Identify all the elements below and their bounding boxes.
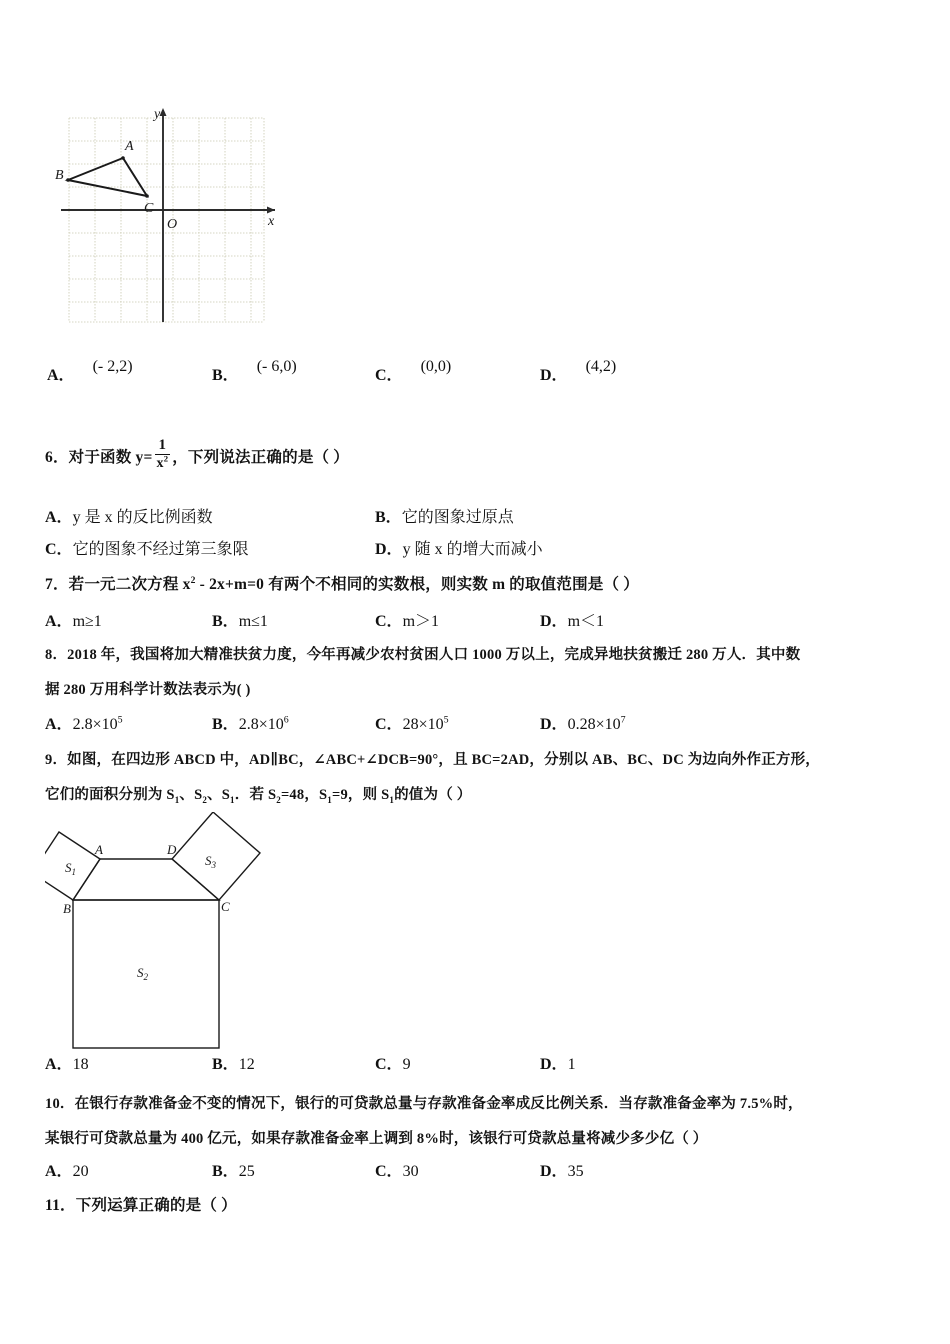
q6-stem-after: ，下列说法正确的是（ ） (172, 449, 349, 467)
q8-stem-line1 (45, 643, 800, 664)
q5-option-a[interactable] (47, 358, 133, 385)
q5-option-d[interactable] (540, 358, 617, 385)
q7-option-d[interactable] (540, 608, 604, 631)
q8-option-c[interactable] (375, 711, 449, 734)
q8-line1: 2018 年，我国将加大精准扶贫力度，今年再减少农村贫困人口 1000 万以上，完成异地扶贫搬迁 280 万人．其中数 (67, 647, 801, 663)
q7-option-b-label: B． (212, 613, 239, 630)
q6-option-b[interactable] (375, 504, 514, 527)
q7-option-c-text: m＞1 (402, 613, 440, 630)
q9-option-b[interactable] (212, 1051, 255, 1074)
q9-option-d-text: 1 (567, 1056, 576, 1073)
q5-option-b-label: B． (212, 367, 239, 384)
q8-option-b-base: 2.8×10 (238, 716, 284, 733)
q7-option-a-label: A． (45, 613, 73, 630)
q6-fraction-denominator (155, 455, 171, 472)
q7-stem-b: - 2x+m=0 有两个不相同的实数根，则实数 m 的取值范围是（ ） (195, 576, 639, 593)
q6-option-a-text: y 是 x 的反比例函数 (72, 509, 213, 526)
q10-option-a-label: A． (45, 1163, 73, 1180)
q9-line2-d: ．若 S (234, 787, 277, 803)
q9-squares-figure (45, 812, 305, 1057)
q10-option-b-text: 25 (238, 1163, 255, 1180)
q9-sub-2: 2 (202, 794, 208, 805)
q10-stem-line2: 某银行可贷款总量为 400 亿元，如果存款准备金率上调到 8%时，该银行可贷款总量将减少多少亿（ ） (45, 1131, 708, 1147)
q9-option-b-text: 12 (238, 1056, 255, 1073)
q9-option-a-text: 18 (72, 1056, 89, 1073)
q5-option-b-text: (- 6,0) (256, 358, 297, 375)
q8-number: 8． (45, 647, 68, 663)
q5-option-d-label: D． (540, 367, 568, 384)
q6-option-b-text: 它的图象过原点 (401, 509, 514, 526)
q9-sub-3: 1 (230, 794, 235, 805)
q7-exponent: 2 (190, 574, 196, 586)
q9-option-a[interactable] (45, 1051, 89, 1074)
q8-option-a-base: 2.8×10 (72, 716, 118, 733)
q6-stem-before: 对于函数 y= (68, 449, 153, 467)
q9-line2-e: =48，S (280, 787, 328, 803)
q9-option-d[interactable] (540, 1051, 576, 1074)
q9-stem-line1 (45, 748, 820, 769)
q6-option-c[interactable] (45, 536, 249, 559)
q9-option-c-label: C． (375, 1056, 403, 1073)
q9-label-s1: $S_1$ (65, 860, 76, 877)
q10-option-a[interactable] (45, 1158, 89, 1181)
q10-option-c-text: 30 (402, 1163, 419, 1180)
q8-option-c-base: 28×10 (402, 716, 444, 733)
q8-option-b[interactable] (212, 711, 289, 734)
q5-label-c: C (144, 201, 154, 216)
q6-fraction-den-base: x (156, 456, 164, 471)
q9-label-d: D (167, 842, 177, 857)
q7-number: 7． (45, 576, 69, 593)
q10-line1: 在银行存款准备金不变的情况下，银行的可贷款总量与存款准备金率成反比例关系．当存款准备金率为 7.5%时， (74, 1096, 803, 1112)
q9-label-c: C (221, 899, 230, 914)
q8-option-a-exponent: 5 (117, 714, 123, 726)
q5-label-b: B (55, 168, 64, 183)
q7-stem-a: 若一元二次方程 x (68, 576, 191, 593)
q5-label-y: y (154, 107, 161, 122)
q9-line2-a: 它们的面积分别为 S (45, 787, 175, 803)
q8-option-d-base: 0.28×10 (567, 716, 621, 733)
q8-option-c-exponent: 5 (443, 714, 449, 726)
q6-option-d-label: D． (375, 541, 403, 558)
q6-number: 6． (45, 449, 69, 467)
q8-option-a-label: A． (45, 716, 73, 733)
q10-option-a-text: 20 (72, 1163, 89, 1180)
q6-option-c-text: 它的图象不经过第三象限 (72, 541, 249, 558)
q8-option-d-exponent: 7 (620, 714, 626, 726)
q10-option-b-label: B． (212, 1163, 239, 1180)
q9-option-c[interactable] (375, 1051, 411, 1074)
q10-number: 10． (45, 1096, 75, 1112)
q7-option-d-text: m＜1 (567, 613, 605, 630)
q10-option-c[interactable] (375, 1158, 419, 1181)
q9-option-a-label: A． (45, 1056, 73, 1073)
q9-option-b-label: B． (212, 1056, 239, 1073)
q10-option-d-text: 35 (567, 1163, 584, 1180)
q8-option-d[interactable] (540, 711, 626, 734)
q9-number: 9． (45, 752, 68, 768)
q5-option-a-label: A． (47, 367, 75, 384)
q9-line2-c: 、S (207, 787, 231, 803)
q7-option-d-label: D． (540, 613, 568, 630)
q9-sub-5: 1 (327, 794, 332, 805)
q7-option-b[interactable] (212, 608, 268, 631)
q6-option-d[interactable] (375, 536, 543, 559)
q9-sub-4: 2 (276, 794, 281, 805)
q5-label-x: x (268, 214, 275, 229)
q9-sub-6: 1 (389, 794, 395, 805)
q8-option-b-exponent: 6 (283, 714, 289, 726)
q10-option-d[interactable] (540, 1158, 584, 1181)
q9-option-c-text: 9 (402, 1056, 411, 1073)
q9-sub-1: 1 (174, 794, 180, 805)
q10-stem-line1 (45, 1092, 803, 1113)
q5-option-b[interactable] (212, 358, 297, 385)
q8-stem-line2: 据 280 万用科学计数法表示为( ) (45, 682, 251, 698)
q10-option-d-label: D． (540, 1163, 568, 1180)
q6-option-a-label: A． (45, 509, 73, 526)
q11-number: 11． (45, 1197, 76, 1214)
q6-option-a[interactable] (45, 504, 213, 527)
q7-option-c-label: C． (375, 613, 403, 630)
q6-option-c-label: C． (45, 541, 73, 558)
q6-option-b-label: B． (375, 509, 402, 526)
q10-option-c-label: C． (375, 1163, 403, 1180)
q5-option-d-text: (4,2) (585, 358, 617, 375)
q5-coordinate-figure (55, 100, 285, 335)
q5-option-c-text: (0,0) (420, 358, 452, 375)
q8-option-b-label: B． (212, 716, 239, 733)
q5-label-origin: O (167, 217, 178, 232)
q7-option-c[interactable] (375, 608, 439, 631)
q6-fraction-numerator: 1 (155, 438, 171, 455)
q9-line2-b: 、S (179, 787, 203, 803)
q5-label-a: A (125, 139, 134, 154)
q9-option-d-label: D． (540, 1056, 568, 1073)
q9-line1: 如图，在四边形 ABCD 中，AD∥BC，∠ABC+∠DCB=90°，且 BC=2AD，分别以 AB、BC、DC 为边向外作正方形， (67, 752, 821, 768)
q10-option-b[interactable] (212, 1158, 255, 1181)
q7-option-a-text: m≥1 (72, 613, 102, 630)
q9-line2-f: =9，则 S (331, 787, 390, 803)
q9-line2-g: 的值为（ ） (394, 787, 472, 803)
q8-option-c-label: C． (375, 716, 403, 733)
q8-option-d-label: D． (540, 716, 568, 733)
q6-option-d-text: y 随 x 的增大而减小 (402, 541, 543, 558)
q6-fraction (155, 438, 171, 472)
q5-option-c-label: C． (375, 367, 403, 384)
q8-option-a[interactable] (45, 711, 123, 734)
q7-option-a[interactable] (45, 608, 102, 631)
q9-label-s3: $S_3$ (205, 853, 216, 870)
q11-stem-text: 下列运算正确的是（ ） (75, 1197, 237, 1214)
q11-stem (45, 1193, 237, 1215)
q6-fraction-den-exponent: 2 (163, 453, 169, 464)
q5-option-a-text: (- 2,2) (92, 358, 133, 375)
q9-label-b: B (63, 901, 71, 916)
q9-label-a: A (95, 842, 103, 857)
q7-stem (45, 572, 639, 594)
q9-stem-line2 (45, 783, 471, 804)
q6-stem (45, 437, 349, 474)
q5-option-c[interactable] (375, 358, 452, 385)
q7-option-b-text: m≤1 (238, 613, 268, 630)
q9-label-s2: $S_2$ (137, 965, 148, 982)
